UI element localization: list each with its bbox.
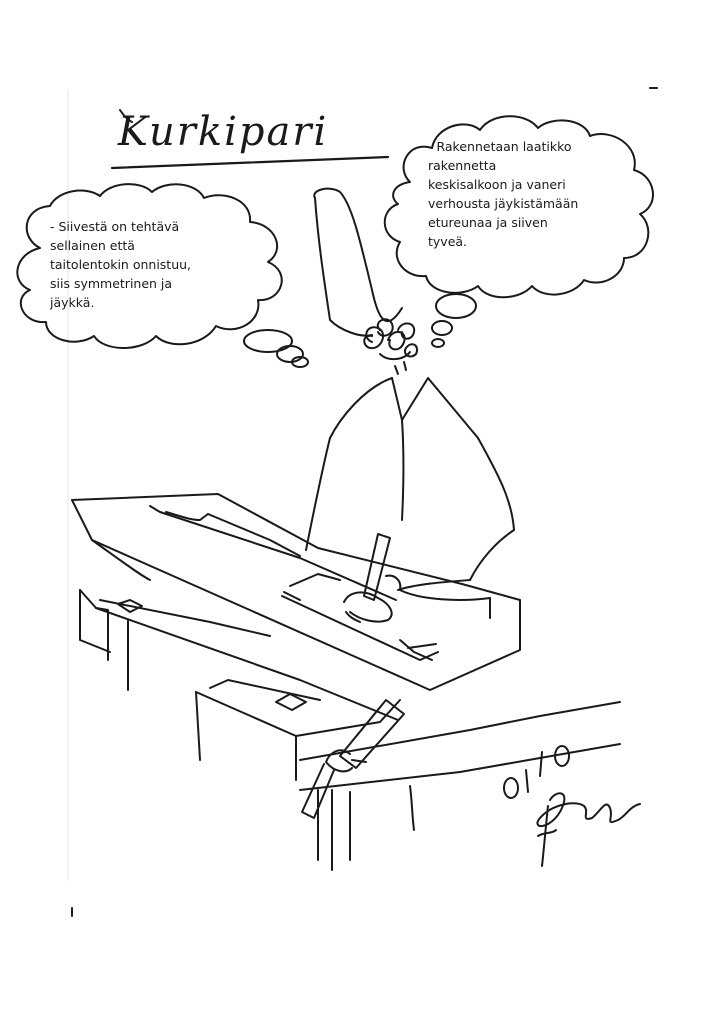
thought-bubble-left-text: - Siivestä on tehtävä sellainen että taitolentokin onnistuu, siis symmetrinen ja jäykkä. [50,219,192,310]
signature-text [490,740,610,860]
character-head [364,319,417,374]
character-hands [344,534,400,622]
page-title: Kurkipari [118,109,329,155]
thought-bubble-right-text: - Rakennetaan laatikko rakennetta keskisalkoon ja vaneri verhousta jäykistämään etureunaa ja siiven tyveä. [428,139,579,249]
wing-board [72,494,520,690]
character-body [306,378,514,618]
